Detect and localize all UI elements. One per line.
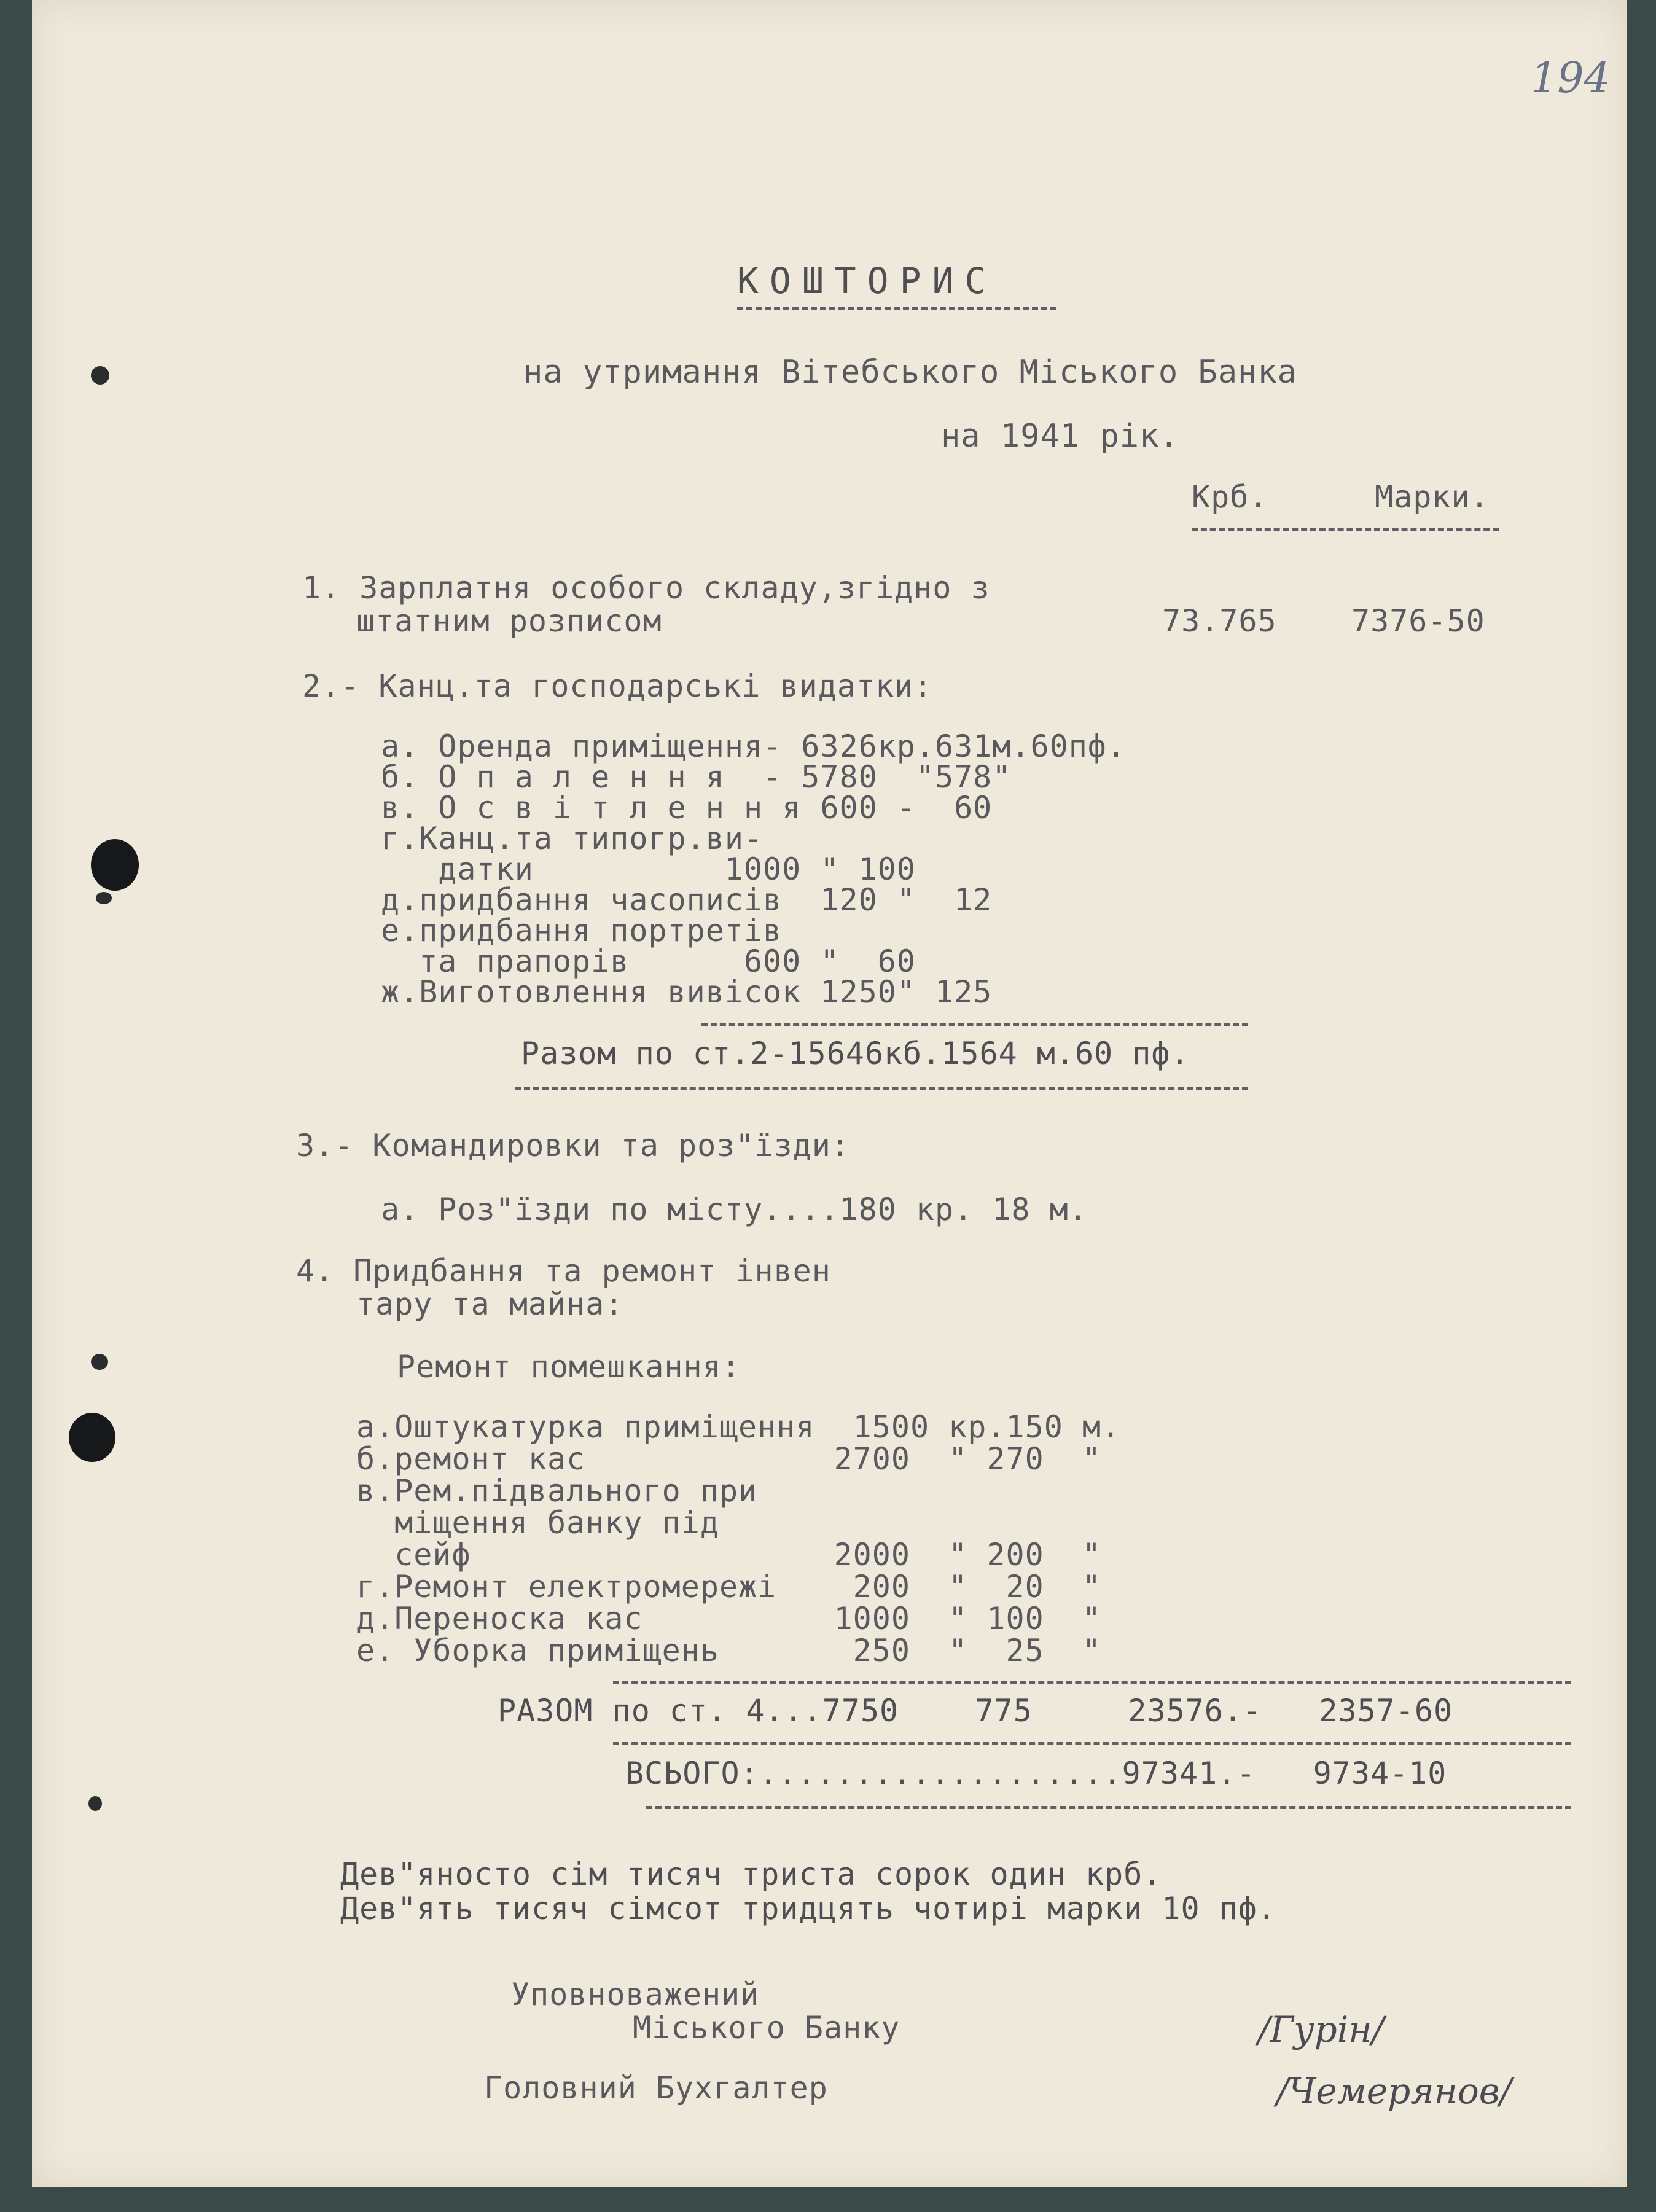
section4-item-c-cont1: міщення банку під bbox=[356, 1505, 719, 1541]
section2-total: Разом по ст.2-15646кб.1564 м.60 пф. bbox=[521, 1036, 1190, 1071]
signatory1-name: /Гурін/ bbox=[1258, 2009, 1385, 2050]
section2-rule-top bbox=[701, 1023, 1248, 1026]
section4-item-a: а.Оштукатурка приміщення 1500 кр.150 м. bbox=[356, 1409, 1121, 1445]
punch-hole-top bbox=[91, 839, 139, 891]
section2-rule-bottom bbox=[515, 1087, 1248, 1090]
grand-total: ВСЬОГО:...................97341.- 9734-10 bbox=[625, 1756, 1447, 1791]
section1-line1: 1. Зарплатня особого складу,згідно з bbox=[302, 570, 990, 606]
section4-heading-line1: 4. Придбання та ремонт інвен bbox=[296, 1253, 831, 1289]
section2-item-d: г.Канц.та типогр.ви- bbox=[381, 821, 764, 856]
col-header-marks: Марки. bbox=[1375, 479, 1490, 515]
doc-year: на 1941 рік. bbox=[941, 418, 1179, 455]
amount-words-rub: Дев"яносто сім тисяч триста сорок один крб. bbox=[340, 1856, 1162, 1892]
section2-item-c: в. О с в і т л е н н я 600 - 60 bbox=[381, 790, 993, 826]
paper-mark-3 bbox=[91, 1354, 108, 1370]
section1-line2: штатним розписом bbox=[356, 603, 662, 639]
section2-item-b: б. О п а л е н н я - 5780 "578" bbox=[381, 759, 1012, 795]
section2-item-f: е.придбання портретів bbox=[381, 913, 783, 948]
section4-item-c: в.Рем.підвального при bbox=[356, 1473, 758, 1509]
paper-mark-1 bbox=[91, 366, 109, 385]
document-page bbox=[32, 0, 1627, 2187]
paper-mark-2 bbox=[96, 892, 112, 904]
section2-item-g: ж.Виготовлення вивісок 1250" 125 bbox=[381, 974, 993, 1010]
section2-item-f-cont: та прапорів 600 " 60 bbox=[381, 944, 916, 979]
paper-mark-4 bbox=[88, 1796, 102, 1811]
section4-subheading: Ремонт помешкання: bbox=[397, 1349, 741, 1385]
section4-item-b: б.ремонт кас 2700 " 270 " bbox=[356, 1441, 1101, 1477]
section2-heading: 2.- Канц.та господарські видатки: bbox=[302, 668, 933, 704]
section4-item-c-cont2: сейф 2000 " 200 " bbox=[356, 1537, 1101, 1573]
signatory1-title-line2: Міського Банку bbox=[633, 2010, 900, 2046]
grand-total-rule-bottom bbox=[646, 1806, 1571, 1809]
signatory2-name: /Чемерянов/ bbox=[1276, 2070, 1512, 2112]
section1-marks: 7376-50 bbox=[1351, 603, 1485, 639]
section4-item-d: г.Ремонт електромережі 200 " 20 " bbox=[356, 1569, 1101, 1604]
section3-heading: 3.- Командировки та роз"їзди: bbox=[296, 1128, 850, 1163]
section2-item-e: д.придбання часописів 120 " 12 bbox=[381, 882, 993, 918]
section2-item-d-cont: датки 1000 " 100 bbox=[381, 851, 916, 887]
section1-rub: 73.765 bbox=[1162, 603, 1277, 639]
signatory1-title-line1: Уповноважений bbox=[511, 1977, 760, 2012]
section3-item-a: а. Роз"їзди по місту....180 кр. 18 м. bbox=[381, 1192, 1088, 1227]
title-underline bbox=[737, 307, 1056, 310]
doc-title: КОШТОРИС bbox=[737, 260, 998, 302]
section4-total: РАЗОМ по ст. 4...7750 775 23576.- 2357-60 bbox=[498, 1693, 1453, 1729]
doc-subtitle: на утримання Вітебського Міського Банка bbox=[523, 354, 1297, 391]
header-rule bbox=[1192, 528, 1499, 531]
section4-rule-top bbox=[613, 1681, 1571, 1684]
section2-item-a: а. Оренда приміщення- 6326кр.631м.60пф. bbox=[381, 729, 1126, 764]
page-number: 194 bbox=[1531, 54, 1611, 103]
col-header-rub: Крб. bbox=[1192, 479, 1268, 515]
section4-heading-line2: тару та майна: bbox=[356, 1286, 624, 1322]
signatory2-title: Головний Бухгалтер bbox=[484, 2070, 828, 2106]
section4-item-e: д.Переноска кас 1000 " 100 " bbox=[356, 1601, 1101, 1636]
section4-item-f: е. Уборка приміщень 250 " 25 " bbox=[356, 1633, 1101, 1668]
grand-total-rule-top bbox=[613, 1742, 1571, 1745]
amount-words-marks: Дев"ять тисяч сімсот тридцять чотирі марки 10 пф. bbox=[340, 1891, 1277, 1926]
punch-hole-bottom bbox=[69, 1413, 115, 1462]
